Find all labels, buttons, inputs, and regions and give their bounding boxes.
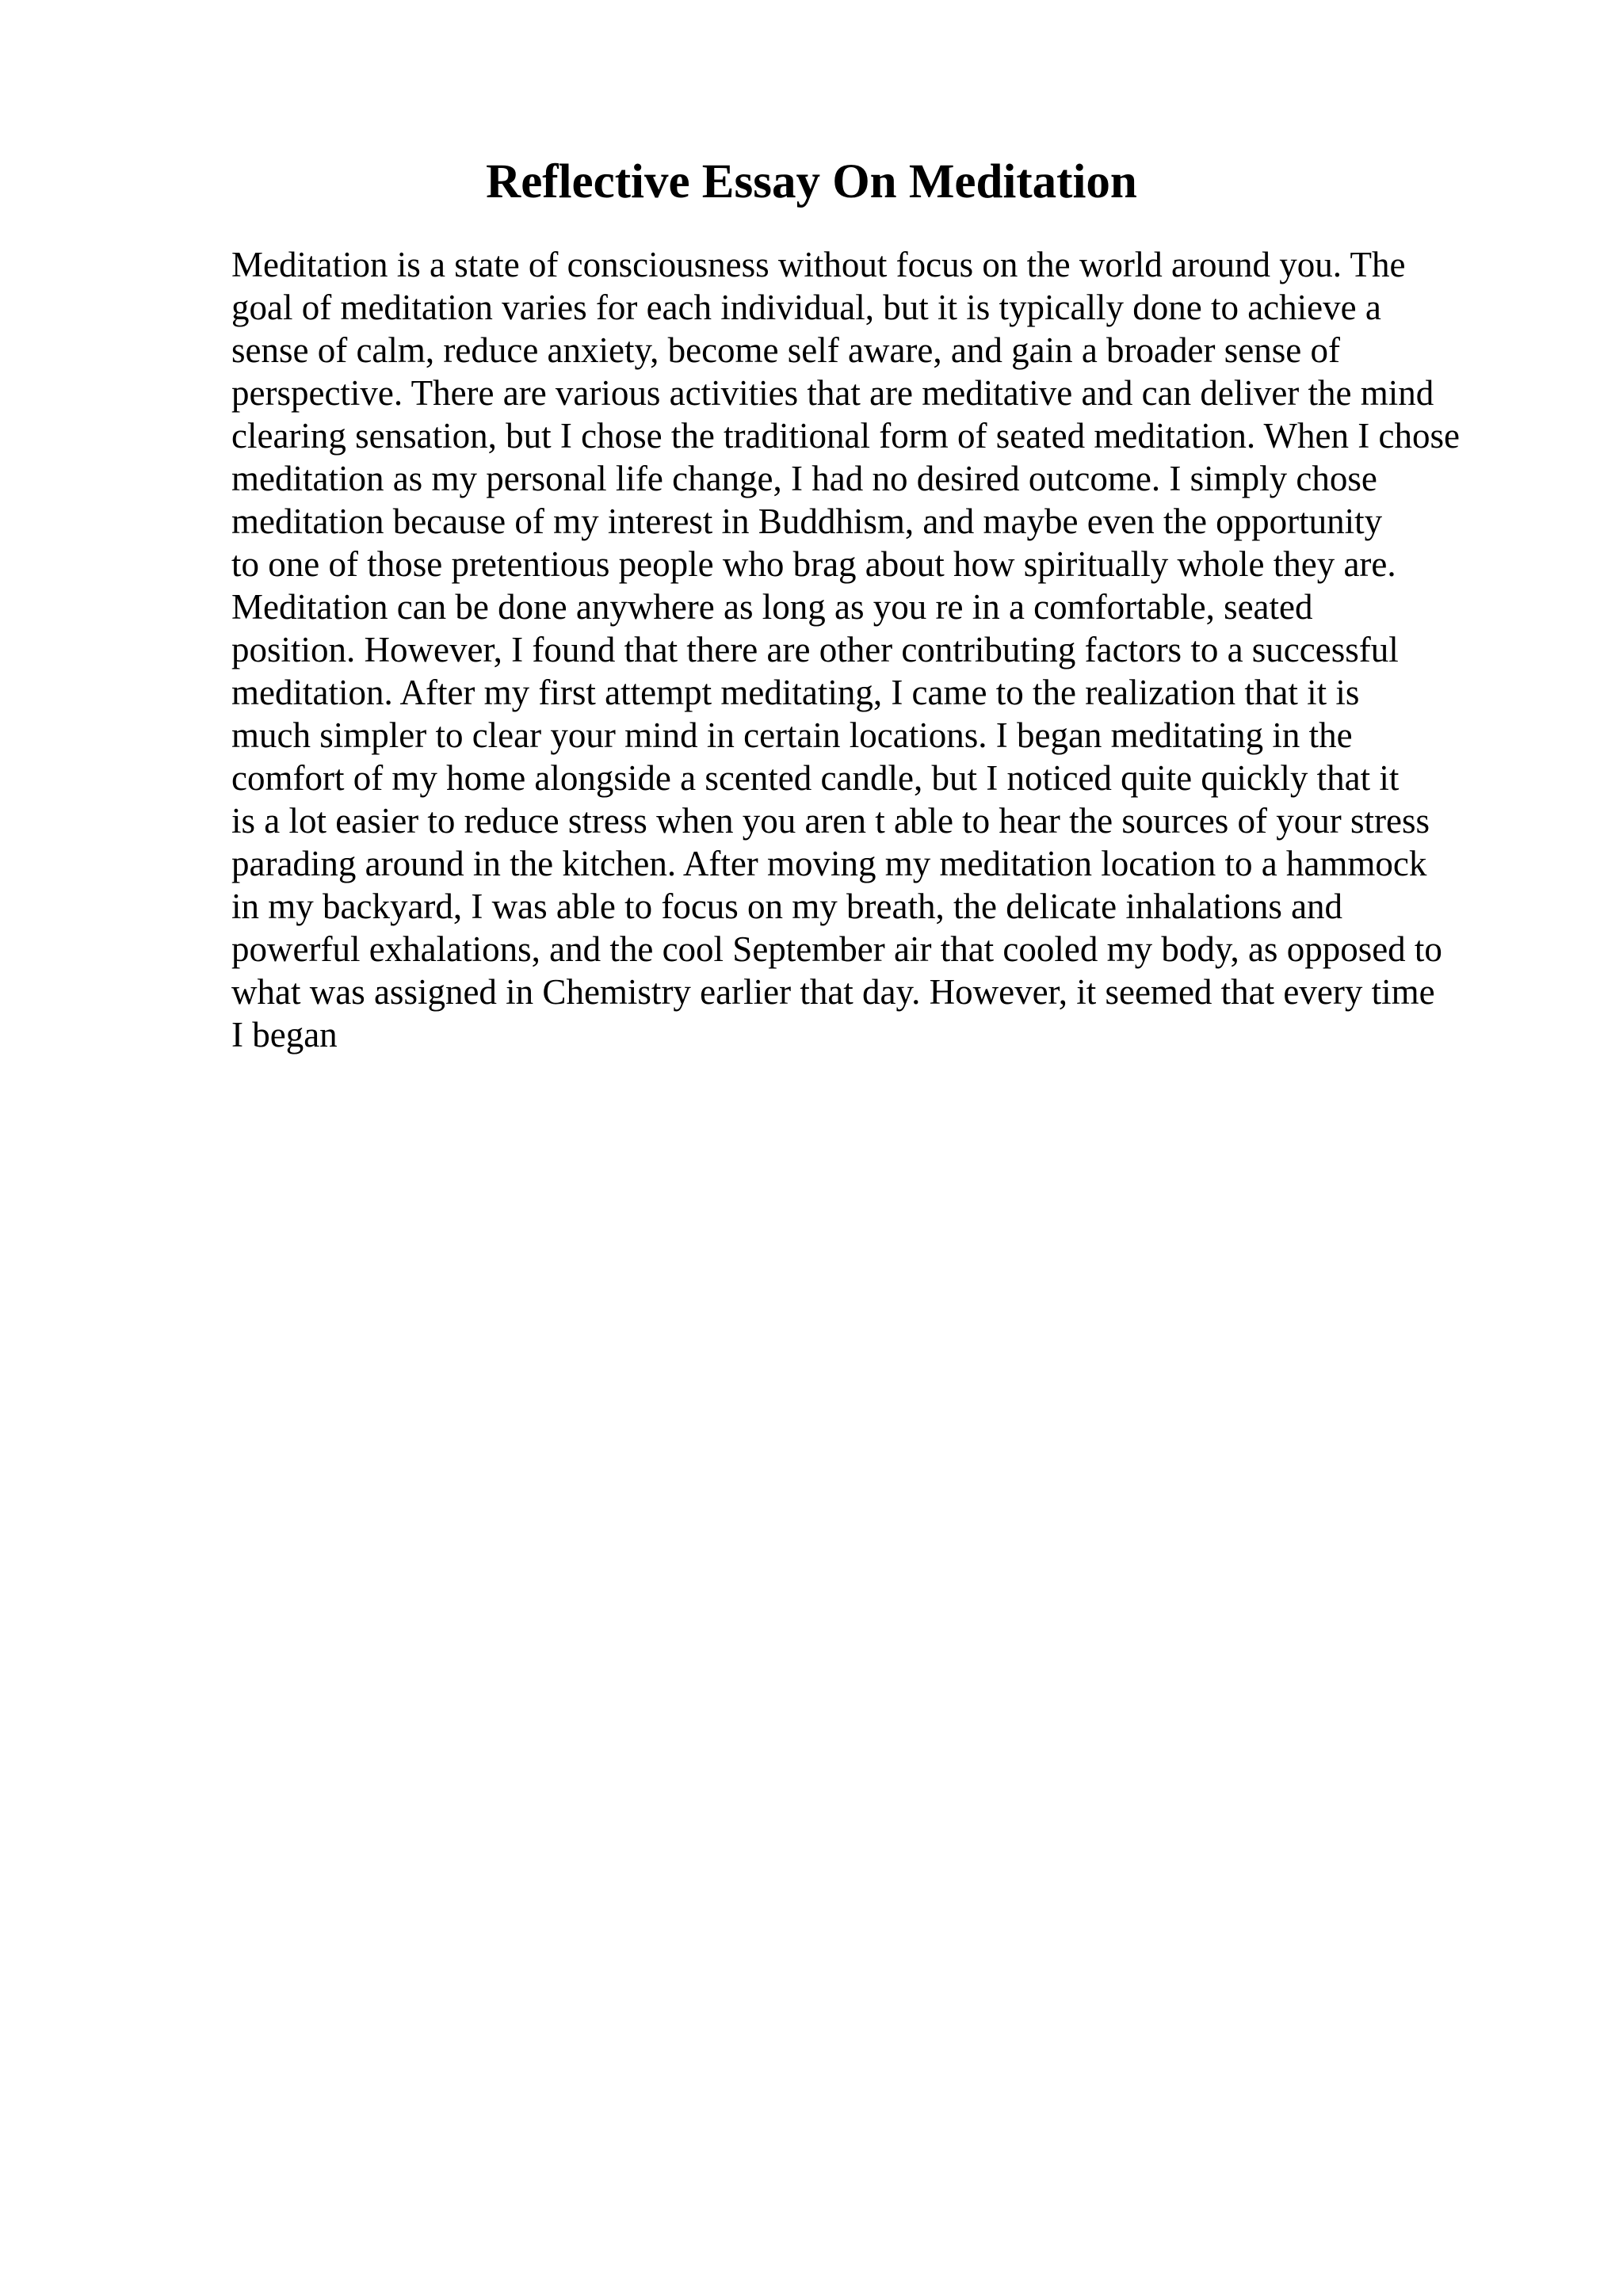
essay-line: what was assigned in Chemistry earlier that day. However, it seemed that every time — [231, 972, 1435, 1012]
essay-line: sense of calm, reduce anxiety, become self aware, and gain a broader sense of — [231, 330, 1340, 370]
essay-line: perspective. There are various activities that are meditative and can deliver the mind — [231, 373, 1434, 413]
essay-line: I began — [231, 1015, 338, 1055]
essay-line: Meditation can be done anywhere as long as you re in a comfortable, seated — [231, 587, 1313, 627]
essay-line: comfort of my home alongside a scented candle, but I noticed quite quickly that it — [231, 758, 1400, 798]
essay-line: is a lot easier to reduce stress when you aren t able to hear the sources of your stress — [231, 801, 1430, 841]
essay-line: meditation as my personal life change, I had no desired outcome. I simply chose — [231, 459, 1377, 498]
essay-line: much simpler to clear your mind in certain locations. I began meditating in the — [231, 715, 1353, 755]
essay-line: powerful exhalations, and the cool September air that cooled my body, as opposed to — [231, 929, 1442, 969]
essay-line: in my backyard, I was able to focus on my breath, the delicate inhalations and — [231, 887, 1343, 926]
essay-line: to one of those pretentious people who brag about how spiritually whole they are. — [231, 544, 1396, 584]
essay-line: meditation because of my interest in Buddhism, and maybe even the opportunity — [231, 502, 1383, 541]
essay-line: position. However, I found that there are other contributing factors to a successful — [231, 630, 1399, 669]
essay-line: clearing sensation, but I chose the traditional form of seated meditation. When I chose — [231, 416, 1460, 456]
essay-line: Meditation is a state of consciousness without focus on the world around you. The — [231, 245, 1406, 284]
essay-line: goal of meditation varies for each individual, but it is typically done to achieve a — [231, 288, 1381, 327]
document-title: Reflective Essay On Meditation — [486, 155, 1137, 208]
essay-body — [231, 243, 1610, 1056]
essay-line: meditation. After my first attempt meditating, I came to the realization that it is — [231, 673, 1360, 712]
essay-line: parading around in the kitchen. After moving my meditation location to a hammock — [231, 844, 1427, 883]
